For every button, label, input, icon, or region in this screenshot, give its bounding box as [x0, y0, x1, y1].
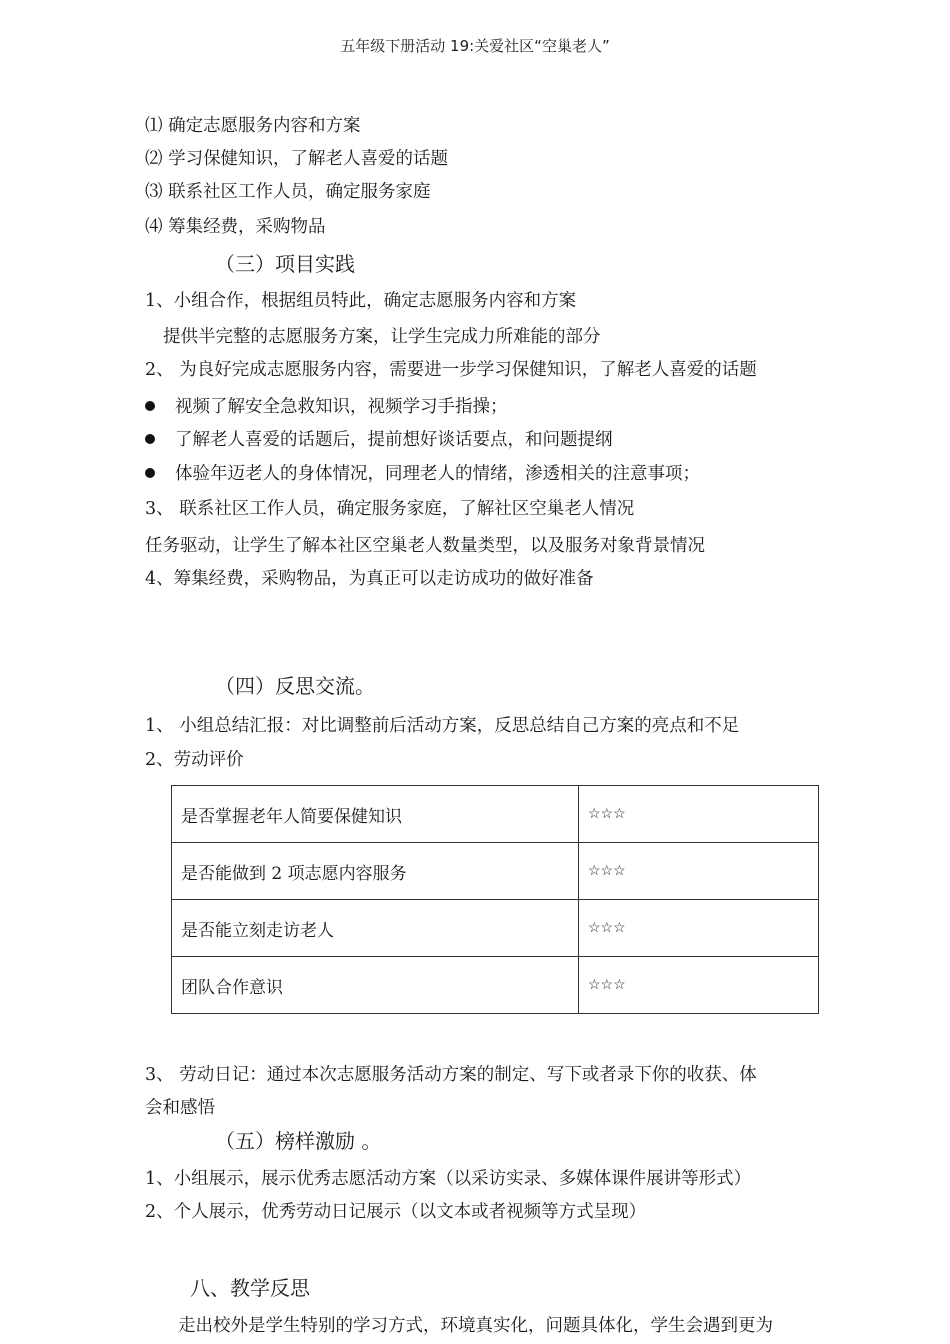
- section3-item3: 3、 联系社区工作人员，确定服务家庭，了解社区空巢老人情况: [145, 499, 635, 519]
- section3-item2: 2、 为良好完成志愿服务内容，需要进一步学习保健知识，了解老人喜爱的话题: [145, 360, 757, 380]
- prep-step-4: ⑷ 筹集经费，采购物品: [145, 217, 326, 237]
- prep-step-1: ⑴ 确定志愿服务内容和方案: [145, 116, 361, 136]
- prep-step-3: ⑶ 联系社区工作人员，确定服务家庭: [145, 182, 431, 202]
- section5-heading: （五）榜样激励 。: [215, 1129, 382, 1153]
- section4-item3-line2: 会和感悟: [145, 1098, 215, 1118]
- prep-step-2: ⑵ 学习保健知识，了解老人喜爱的话题: [145, 149, 449, 169]
- section8-heading: 八、教学反思: [190, 1276, 310, 1300]
- section4-heading: （四）反思交流。: [215, 674, 375, 698]
- bullet-dot-icon: [145, 434, 155, 444]
- section5-item2: 2、个人展示，优秀劳动日记展示（以文本或者视频等方式呈现）: [145, 1202, 647, 1222]
- section3-heading: （三）项目实践: [215, 252, 355, 276]
- section4-item2: 2、劳动评价: [145, 750, 244, 770]
- rating-cell: ☆☆☆: [579, 843, 819, 900]
- section5-item1: 1、小组展示，展示优秀志愿活动方案（以采访实录、多媒体课件展讲等形式）: [145, 1169, 752, 1189]
- bullet-item: 了解老人喜爱的话题后，提前想好谈话要点，和问题提纲: [145, 428, 613, 452]
- table-row: [172, 900, 819, 957]
- criterion-cell: 是否能立刻走访老人: [172, 900, 579, 957]
- criterion-cell: 是否掌握老年人简要保健知识: [172, 786, 579, 843]
- section4-item1: 1、 小组总结汇报：对比调整前后活动方案，反思总结自己方案的亮点和不足: [145, 716, 740, 736]
- table-row: [172, 957, 819, 1014]
- section3-item1-note: 提供半完整的志愿服务方案，让学生完成力所难能的部分: [163, 327, 601, 347]
- bullet-dot-icon: [145, 468, 155, 478]
- rating-cell: ☆☆☆: [579, 957, 819, 1014]
- section3-item1: 1、小组合作，根据组员特此，确定志愿服务内容和方案: [145, 291, 577, 311]
- bullet-item: 视频了解安全急救知识，视频学习手指操；: [145, 395, 508, 419]
- rating-cell: ☆☆☆: [579, 900, 819, 957]
- table-row: [172, 786, 819, 843]
- bullet-item: 体验年迈老人的身体情况，同理老人的情绪，渗透相关的注意事项；: [145, 462, 700, 486]
- rating-cell: ☆☆☆: [579, 786, 819, 843]
- bullet-dot-icon: [145, 401, 155, 411]
- criterion-cell: 团队合作意识: [172, 957, 579, 1014]
- section3-item4: 4、筹集经费，采购物品，为真正可以走访成功的做好准备: [145, 569, 594, 589]
- criterion-cell: 是否能做到 2 项志愿内容服务: [172, 843, 579, 900]
- page-header: 五年级下册活动 19:关爱社区“空巢老人”: [340, 37, 610, 55]
- evaluation-table: [171, 785, 819, 1014]
- section4-item3-line1: 3、 劳动日记：通过本次志愿服务活动方案的制定、写下或者录下你的收获、体: [145, 1065, 757, 1085]
- section8-text: 走出校外是学生特别的学习方式，环境真实化，问题具体化，学生会遇到更为: [178, 1316, 773, 1336]
- section3-item3-note: 任务驱动，让学生了解本社区空巢老人数量类型，以及服务对象背景情况: [145, 536, 705, 556]
- table-row: [172, 843, 819, 900]
